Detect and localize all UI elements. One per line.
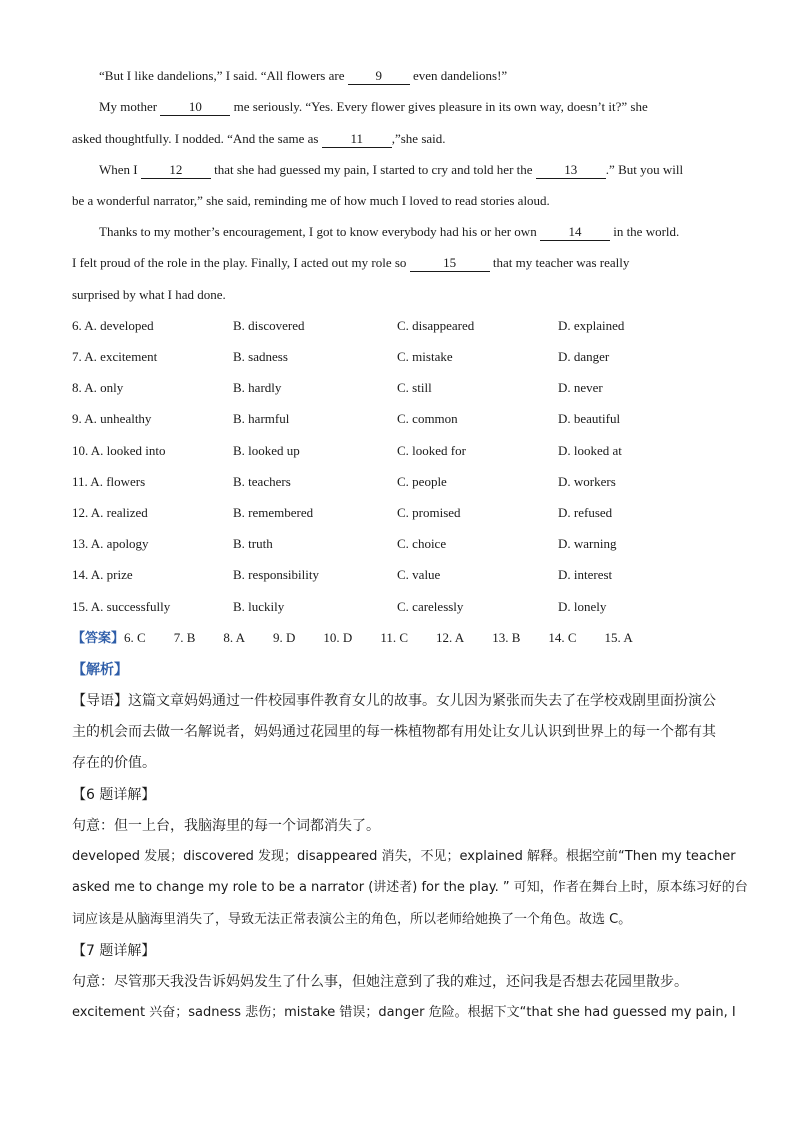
- question-11: [72, 472, 732, 492]
- q7-explain: excitement 兴奋；sadness 悲伤；mistake 错误；danger 危险。根据下文“that she had guessed my pain, I: [72, 1005, 736, 1020]
- question-8: [72, 378, 732, 398]
- blank-10[interactable]: 10: [160, 99, 230, 116]
- question-9: [72, 409, 732, 429]
- option-d[interactable]: D. interest: [558, 567, 613, 582]
- option-a[interactable]: 9. A. unhealthy: [72, 411, 152, 426]
- option-c[interactable]: C. still: [397, 380, 432, 395]
- option-c[interactable]: C. carelessly: [397, 599, 464, 614]
- guide-tag: 【导语】: [72, 693, 128, 709]
- answer-item: 7. B: [173, 630, 196, 645]
- option-b[interactable]: B. truth: [233, 536, 273, 551]
- answer-item: 10. D: [323, 630, 353, 645]
- option-b[interactable]: B. discovered: [233, 318, 305, 333]
- option-c[interactable]: C. common: [397, 411, 458, 426]
- option-c[interactable]: C. looked for: [397, 443, 466, 458]
- option-d[interactable]: D. workers: [558, 474, 616, 489]
- q6-detail-tag: 【6 题详解】: [72, 787, 156, 803]
- question-13: [72, 534, 732, 554]
- answer-row: [72, 628, 633, 648]
- option-a[interactable]: 6. A. developed: [72, 318, 154, 333]
- answer-item: 15. A: [604, 630, 633, 645]
- option-d[interactable]: D. looked at: [558, 443, 622, 458]
- option-d[interactable]: D. explained: [558, 318, 625, 333]
- option-c[interactable]: C. people: [397, 474, 447, 489]
- q6-meaning: 句意：但一上台，我脑海里的每一个词都消失了。: [72, 818, 380, 834]
- option-a[interactable]: 8. A. only: [72, 380, 124, 395]
- option-b[interactable]: B. hardly: [233, 380, 282, 395]
- question-12: [72, 503, 732, 523]
- option-a[interactable]: 10. A. looked into: [72, 443, 166, 458]
- q7-detail-tag: 【7 题详解】: [72, 943, 156, 959]
- passage-line: asked thoughtfully. I nodded. “And the same as 11 ,”she said.: [72, 131, 446, 146]
- answer-item: 9. D: [273, 630, 296, 645]
- passage-line: My mother 10 me seriously. “Yes. Every flower gives pleasure in its own way, doesn’t it?” she: [99, 99, 648, 114]
- option-b[interactable]: B. remembered: [233, 505, 314, 520]
- passage-line: “But I like dandelions,” I said. “All flowers are 9 even dandelions!”: [99, 68, 508, 83]
- option-b[interactable]: B. responsibility: [233, 567, 319, 582]
- answer-tag: 【答案】: [72, 631, 125, 646]
- question-6: [72, 316, 732, 336]
- answer-item: 11. C: [380, 630, 409, 645]
- blank-13[interactable]: 13: [536, 162, 606, 179]
- guide-line: 【导语】这篇文章妈妈通过一件校园事件教育女儿的故事。女儿因为紧张而失去了在学校戏剧里面扮演公: [72, 693, 716, 709]
- analysis-tag: 【解析】: [72, 662, 128, 678]
- blank-12[interactable]: 12: [141, 162, 211, 179]
- passage-line: When I 12 that she had guessed my pain, I started to cry and told her the 13 .” But you will: [99, 162, 684, 177]
- option-c[interactable]: C. value: [397, 567, 441, 582]
- option-b[interactable]: B. luckily: [233, 599, 285, 614]
- option-c[interactable]: C. disappeared: [397, 318, 475, 333]
- q7-meaning: 句意：尽管那天我没告诉妈妈发生了什么事，但她注意到了我的难过，还问我是否想去花园里散步。: [72, 974, 688, 990]
- option-d[interactable]: D. lonely: [558, 599, 607, 614]
- option-a[interactable]: 14. A. prize: [72, 567, 133, 582]
- option-d[interactable]: D. refused: [558, 505, 613, 520]
- question-15: [72, 597, 732, 617]
- blank-9[interactable]: 9: [348, 68, 410, 85]
- blank-15[interactable]: 15: [410, 255, 490, 272]
- option-c[interactable]: C. promised: [397, 505, 461, 520]
- blank-14[interactable]: 14: [540, 224, 610, 241]
- passage-line: be a wonderful narrator,” she said, reminding me of how much I loved to read stories aloud.: [72, 193, 550, 208]
- answer-item: 13. B: [492, 630, 521, 645]
- option-b[interactable]: B. teachers: [233, 474, 291, 489]
- q6-explain: developed 发展；discovered 发现；disappeared 消失，不见；explained 解释。根据空前“Then my teacher: [72, 849, 736, 864]
- blank-11[interactable]: 11: [322, 131, 392, 148]
- option-c[interactable]: C. choice: [397, 536, 447, 551]
- answer-item: 14. C: [548, 630, 577, 645]
- guide-line: 主的机会而去做一名解说者，妈妈通过花园里的每一株植物都有用处让女儿认识到世界上的每一个都有其: [72, 724, 716, 740]
- option-a[interactable]: 11. A. flowers: [72, 474, 146, 489]
- question-10: [72, 441, 732, 461]
- option-b[interactable]: B. sadness: [233, 349, 288, 364]
- passage-line: I felt proud of the role in the play. Finally, I acted out my role so 15 that my teacher was really: [72, 255, 630, 270]
- guide-line: 存在的价值。: [72, 755, 156, 771]
- option-b[interactable]: B. harmful: [233, 411, 290, 426]
- answer-item: 6. C: [124, 630, 146, 645]
- question-14: [72, 565, 732, 585]
- option-b[interactable]: B. looked up: [233, 443, 300, 458]
- passage-line: surprised by what I had done.: [72, 287, 226, 302]
- option-a[interactable]: 7. A. excitement: [72, 349, 158, 364]
- option-d[interactable]: D. never: [558, 380, 603, 395]
- answer-item: 8. A: [223, 630, 246, 645]
- option-d[interactable]: D. warning: [558, 536, 617, 551]
- option-a[interactable]: 13. A. apology: [72, 536, 149, 551]
- option-c[interactable]: C. mistake: [397, 349, 453, 364]
- option-a[interactable]: 12. A. realized: [72, 505, 148, 520]
- option-d[interactable]: D. danger: [558, 349, 610, 364]
- option-a[interactable]: 15. A. successfully: [72, 599, 171, 614]
- option-d[interactable]: D. beautiful: [558, 411, 621, 426]
- q6-explain: asked me to change my role to be a narrator (讲述者) for the play. ” 可知，作者在舞台上时，原本练习好的台: [72, 880, 748, 895]
- answer-item: 12. A: [436, 630, 465, 645]
- passage-line: Thanks to my mother’s encouragement, I got to know everybody had his or her own 14 in the world.: [99, 224, 680, 239]
- question-7: [72, 347, 732, 367]
- q6-explain: 词应该是从脑海里消失了，导致无法正常表演公主的角色，所以老师给她换了一个角色。故选 C。: [72, 912, 632, 927]
